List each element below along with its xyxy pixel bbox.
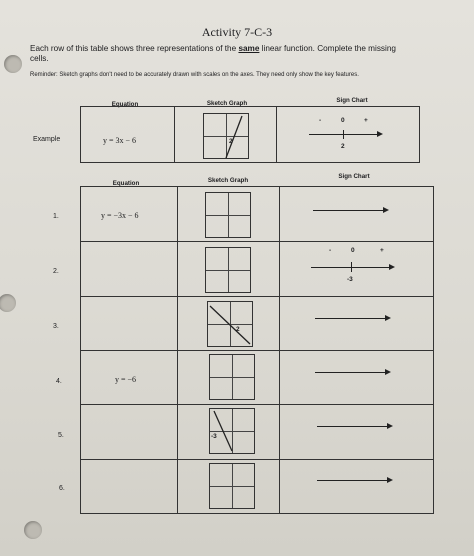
row-2-sign-chart: [307, 245, 407, 291]
sign-negative: -: [319, 117, 322, 124]
header-equation: Equation: [112, 180, 140, 187]
arrow-head-icon: [377, 131, 383, 137]
row-divider: [81, 296, 433, 297]
row-5-sign-chart: [317, 421, 407, 441]
row-label: 2.: [53, 268, 59, 275]
column-divider: [276, 107, 277, 162]
column-divider: [174, 107, 175, 162]
number-line: [315, 372, 387, 373]
arrow-head-icon: [383, 207, 389, 213]
number-line: [315, 318, 387, 319]
binder-hole: [24, 521, 42, 539]
sign-positive: +: [380, 247, 384, 254]
row-divider: [81, 350, 433, 351]
example-graph: [203, 113, 249, 159]
activity-title: Activity 7-C-3: [201, 25, 273, 39]
row-label: 4.: [56, 378, 62, 385]
example-sign-chart: [301, 115, 391, 160]
graph-x-axis: [206, 270, 250, 271]
row-label: 5.: [58, 432, 64, 439]
sign-positive: +: [364, 117, 368, 124]
row-4-equation: y = −6: [115, 375, 137, 384]
reminder-text: Reminder: Sketch graphs don't need to be accurately drawn with scales on the axes. They need only show the key features.: [30, 72, 359, 78]
number-line: [317, 480, 389, 481]
sign-root: 2: [341, 143, 345, 150]
row-divider: [81, 459, 433, 460]
row-6-sign-chart: [317, 475, 407, 495]
row-divider: [81, 241, 433, 242]
example-graph-line: [204, 114, 248, 158]
arrow-head-icon: [389, 264, 395, 270]
number-line: [313, 210, 385, 211]
header-sketch-graph: Sketch Graph: [207, 177, 249, 184]
example-header-sketch-graph: Sketch Graph: [206, 100, 248, 107]
row-3-graph-intercept: 2: [236, 326, 240, 333]
row-label: 6.: [59, 485, 65, 492]
row-2-graph: [205, 247, 251, 293]
sign-zero: 0: [341, 117, 345, 124]
root-tick: [343, 130, 344, 139]
row-1-sign-chart: [313, 205, 403, 225]
example-label: Example: [33, 136, 61, 143]
sign-root: -3: [347, 276, 353, 283]
arrow-head-icon: [387, 423, 393, 429]
instructions-text: Each row of this table shows three representations of the: [30, 44, 239, 53]
row-1-graph: [205, 192, 251, 238]
instructions-emphasis: same: [238, 44, 260, 53]
sign-negative: -: [329, 247, 332, 254]
row-6-graph: [209, 463, 255, 509]
binder-hole: [0, 294, 16, 312]
row-label: 3.: [53, 323, 59, 330]
graph-x-axis: [206, 215, 250, 216]
row-3-graph-line: [208, 302, 252, 346]
instructions: [30, 44, 415, 64]
example-header-sign-chart: Sign Chart: [336, 97, 368, 104]
arrow-head-icon: [385, 369, 391, 375]
graph-x-axis: [210, 377, 254, 378]
row-3-sign-chart: [315, 313, 405, 333]
functions-table: [80, 186, 434, 514]
example-header-equation: Equation: [111, 101, 139, 108]
instructions-text-end: linear function. Complete the missing cells.: [30, 44, 396, 63]
example-table: [80, 106, 420, 163]
example-equation: y = 3x − 6: [103, 136, 137, 145]
row-3-graph: [207, 301, 253, 347]
row-5-graph-intercept: -3: [211, 433, 217, 440]
row-5-graph-line: [210, 409, 254, 453]
binder-hole: [4, 55, 22, 73]
row-4-sign-chart: [315, 367, 405, 387]
number-line: [317, 426, 389, 427]
row-4-graph: [209, 354, 255, 400]
row-1-equation: y = −3x − 6: [101, 211, 139, 220]
root-tick: [351, 262, 352, 272]
arrow-head-icon: [387, 477, 393, 483]
row-divider: [81, 404, 433, 405]
example-graph-intercept: 2: [229, 138, 233, 145]
row-label: 1.: [53, 213, 59, 220]
arrow-head-icon: [385, 315, 391, 321]
graph-x-axis: [210, 486, 254, 487]
header-sign-chart: Sign Chart: [338, 173, 370, 180]
sign-zero: 0: [351, 247, 355, 254]
row-5-graph: [209, 408, 255, 454]
